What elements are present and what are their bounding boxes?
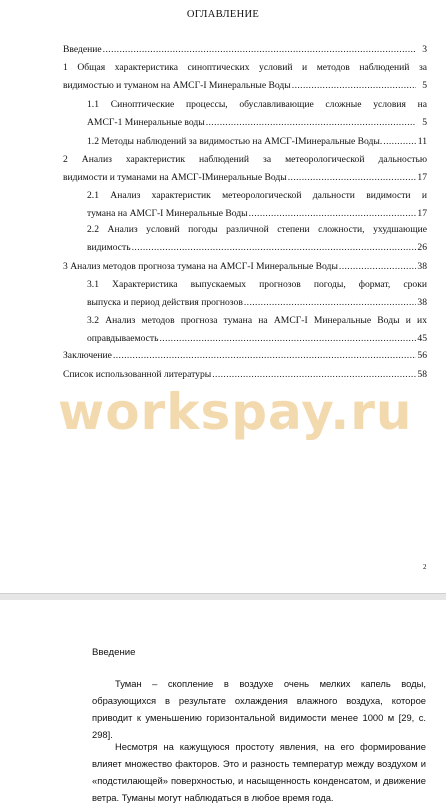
toc-dot-leader [206, 117, 416, 129]
toc-entry-text: видимость [87, 242, 131, 253]
toc-entry-text: видимостью и туманом на АМСГ-I Минеральные Воды [63, 80, 291, 91]
toc-entry-text: выпуска и период действия прогнозов [87, 297, 243, 308]
toc-dot-leader [249, 208, 416, 220]
toc-entry-text: 2.2 Анализ условий погоды различной степени сложности, ухудшающие [87, 224, 427, 235]
toc-dot-leader [244, 297, 416, 309]
toc-entry-text: АМСГ-1 Минеральные воды [87, 117, 205, 128]
toc-dot-leader [339, 261, 416, 273]
toc-entry-section-3-2[interactable] [87, 315, 427, 345]
toc-dot-leader [292, 80, 416, 92]
toc-page-number: 58 [417, 369, 427, 380]
toc-page-number: 26 [417, 242, 427, 253]
toc-page-number: 5 [422, 117, 427, 128]
toc-entry-chapter-3[interactable] [63, 261, 427, 273]
toc-page-number: 17 [417, 208, 427, 219]
toc-entry-text: 3 Анализ методов прогноза тумана на АМСГ-I Минеральные Воды [63, 261, 338, 272]
toc-entry-section-3-1[interactable] [87, 279, 427, 309]
toc-entry-text: 3.2 Анализ методов прогноза тумана на АМСГ-I Минеральные Воды и их [87, 315, 427, 326]
toc-entry-text: Введение [63, 44, 102, 55]
toc-entry-text: 1.2 Методы наблюдений за видимостью на АМСГ-IМинеральные Воды. [87, 136, 383, 147]
toc-entry-text: Список использованной литературы [63, 369, 212, 380]
toc-page-number: 11 [417, 136, 427, 147]
toc-entry-section-2-2[interactable] [87, 224, 427, 254]
toc-entry-text: 2.1 Анализ характеристик метеорологической дальности видимости и [87, 190, 427, 201]
toc-dot-leader [383, 136, 416, 148]
toc-entry-introduction[interactable] [63, 44, 427, 56]
toc-entry-text: 1 Общая характеристика синоптических условий и методов наблюдений за [63, 62, 427, 73]
toc-entry-references[interactable] [63, 369, 427, 381]
toc-entry-conclusion[interactable] [63, 350, 427, 362]
toc-dot-leader [212, 369, 416, 381]
toc-entry-section-1-1[interactable] [87, 99, 427, 129]
body-paragraph: Несмотря на кажущуюся простоту явления, на его формирование влияет множество факторов. Это и разность температур между воздухом и «подстилающей» поверхностью, и насыщенность конденсатом, и движение ветра. Туманы могут наблюдаться в любое время года. [92, 741, 426, 803]
section-heading: Введение [92, 647, 136, 658]
toc-page-number: 17 [417, 172, 427, 183]
toc-entry-text: тумана на АМСГ-I Минеральные Воды [87, 208, 248, 219]
toc-entry-text: оправдываемость [87, 333, 159, 344]
toc-entry-chapter-2[interactable] [63, 154, 427, 184]
toc-entry-text: 1.1 Синоптические процессы, обуславливающие сложные условия на [87, 99, 427, 110]
toc-dot-leader [159, 333, 416, 345]
toc-dot-leader [288, 172, 416, 184]
toc-page-number: 45 [417, 333, 427, 344]
toc-title: ОГЛАВЛЕНИЕ [186, 9, 260, 20]
toc-page-number: 38 [417, 297, 427, 308]
toc-entry-section-2-1[interactable] [87, 190, 427, 220]
toc-page-number: 56 [417, 350, 427, 361]
toc-dot-leader [132, 242, 416, 254]
watermark: workspay.ru [58, 383, 413, 441]
toc-entry-chapter-1[interactable] [63, 62, 427, 92]
toc-page-number: 38 [417, 261, 427, 272]
toc-page-number: 5 [422, 80, 427, 91]
toc-page-number: 3 [422, 44, 427, 55]
body-paragraph: Туман – скопление в воздухе очень мелких капель воды, образующихся в результате охлаждения влажного воздуха, которое приводит к уменьшению горизонтальной видимости менее 1000 м [29, с. 298]. [92, 678, 426, 740]
page-number: 2 [423, 563, 427, 571]
toc-entry-text: видимости и туманами на АМСГ-IМинеральные Воды [63, 172, 287, 183]
toc-entry-text: Заключение [63, 350, 112, 361]
toc-entry-text: 3.1 Характеристика выпускаемых прогнозов погоды, формат, сроки [87, 279, 427, 290]
toc-entry-section-1-2[interactable] [87, 136, 427, 148]
toc-dot-leader [103, 44, 416, 56]
toc-entry-text: 2 Анализ характеристик наблюдений за метеорологической дальностью [63, 154, 427, 165]
toc-dot-leader [113, 350, 416, 362]
